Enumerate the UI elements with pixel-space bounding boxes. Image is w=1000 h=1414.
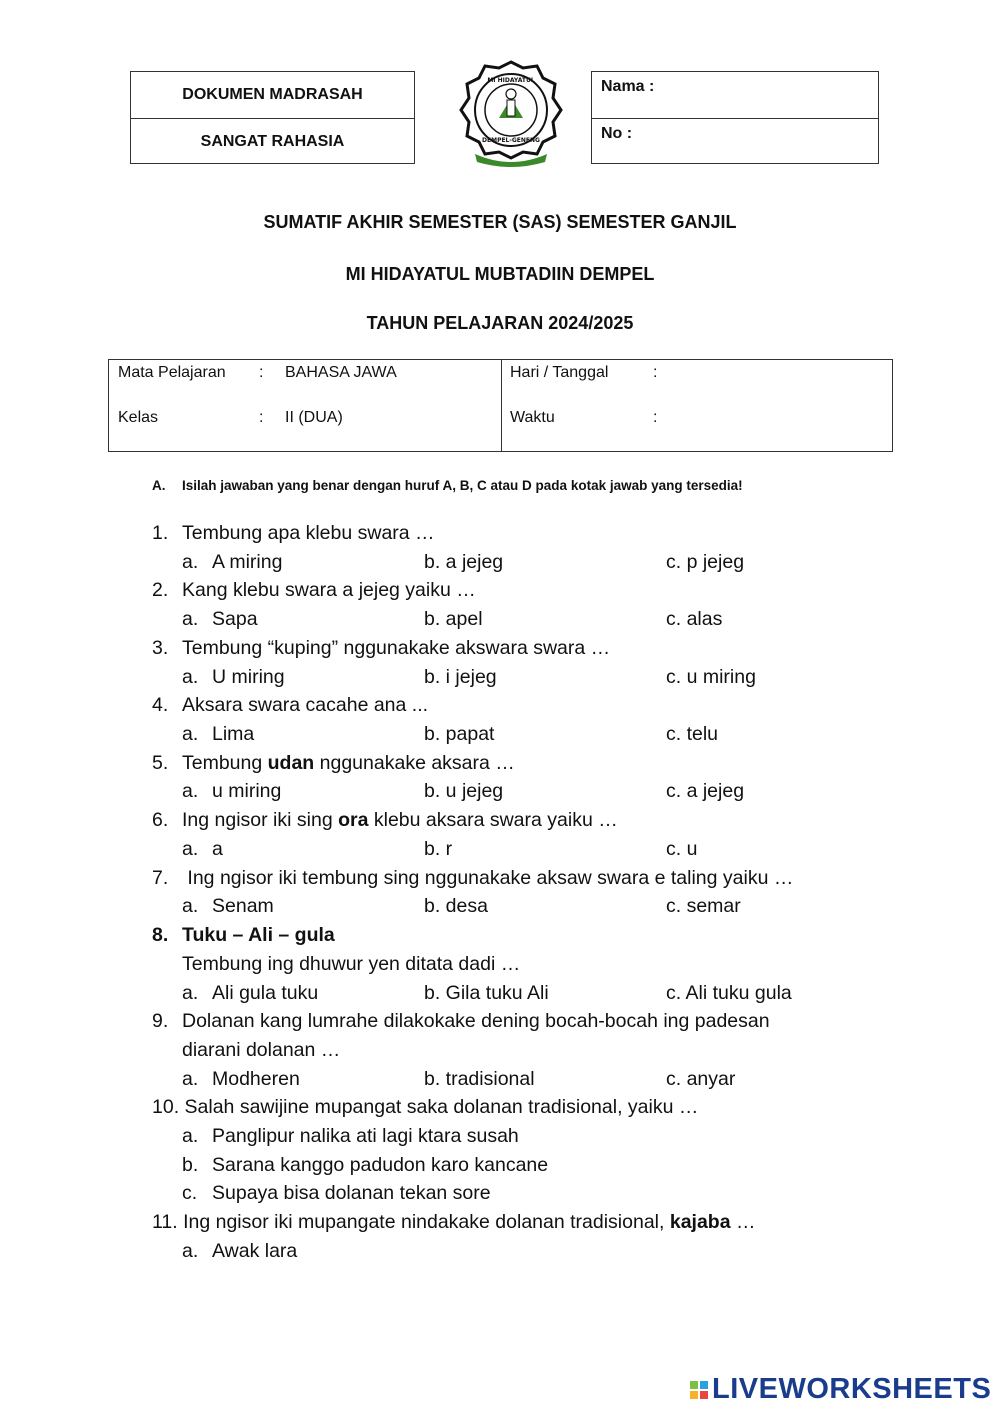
question-1: 1. Tembung apa klebu swara … (152, 522, 435, 544)
logo-top-text: MI HIDAYATUL (487, 77, 535, 84)
question-8-text: Tembung ing dhuwur yen ditata dadi … (182, 953, 521, 975)
question-2: 2. Kang klebu swara a jejeg yaiku … (152, 579, 476, 601)
confidential-label: SANGAT RAHASIA (131, 118, 414, 164)
option-c[interactable]: c. anyar (666, 1068, 736, 1090)
option-b[interactable]: b. tradisional (424, 1068, 535, 1090)
question-3: 3. Tembung “kuping” nggunakake akswara swara … (152, 637, 611, 659)
colon: : (259, 409, 264, 426)
exam-info-table (108, 359, 893, 452)
time-label: Waktu (510, 409, 555, 426)
document-label: DOKUMEN MADRASAH (182, 86, 363, 103)
question-6: 6. Ing ngisor iki sing ora klebu aksara swara yaiku … (152, 809, 618, 831)
section-label: A. (152, 478, 166, 493)
option-b[interactable]: b. a jejeg (424, 551, 504, 573)
option-a[interactable]: a. A miring (182, 551, 283, 573)
section-instruction (152, 478, 743, 493)
school-logo (455, 58, 567, 168)
option-b[interactable]: b. r (424, 838, 453, 860)
brand-name: LIVEWORKSHEETS (712, 1373, 992, 1405)
option-a[interactable]: a. Awak lara (182, 1240, 298, 1262)
question-5: 5. Tembung udan nggunakake aksara … (152, 752, 515, 774)
option-a[interactable]: a. Ali gula tuku (182, 982, 319, 1004)
instruction-text: Isilah jawaban yang benar dengan huruf A, B, C atau D pada kotak jawab yang tersedia! (182, 478, 743, 493)
brand-mark-icon (690, 1381, 708, 1399)
option-b[interactable]: b. papat (424, 723, 495, 745)
option-c[interactable]: c. u miring (666, 666, 756, 688)
name-field[interactable]: Nama : (601, 78, 655, 95)
question-10: 10. Salah sawijine mupangat saka dolanan tradisional, yaiku … (152, 1096, 699, 1118)
option-b[interactable]: b. i jejeg (424, 666, 497, 688)
option-a[interactable]: a. U miring (182, 666, 285, 688)
colon: : (259, 364, 264, 381)
option-b[interactable]: b. apel (424, 608, 483, 630)
question-7: 7. Ing ngisor iki tembung sing nggunakake aksaw swara e taling yaiku … (152, 867, 794, 889)
option-c[interactable]: c. Supaya bisa dolanan tekan sore (182, 1182, 491, 1204)
question-9: 9. Dolanan kang lumrahe dilakokake dening bocah-bocah ing padesan (152, 1010, 770, 1032)
option-a[interactable]: a. u miring (182, 780, 282, 802)
question-4: 4. Aksara swara cacahe ana ... (152, 694, 429, 716)
question-8: 8. Tuku – Ali – gula (152, 924, 335, 946)
option-c[interactable]: c. Ali tuku gula (666, 982, 792, 1004)
date-label: Hari / Tanggal (510, 364, 609, 381)
info-divider (501, 360, 502, 451)
option-b[interactable]: b. Sarana kanggo padudon karo kancane (182, 1154, 549, 1176)
question-11: 11. Ing ngisor iki mupangate nindakake dolanan tradisional, kajaba … (152, 1211, 756, 1233)
number-field[interactable]: No : (592, 118, 878, 164)
question-9-text-cont: diarani dolanan … (182, 1039, 341, 1061)
option-c[interactable]: c. alas (666, 608, 723, 630)
logo-bottom-text: DEMPEL-GENENG (482, 137, 540, 144)
document-status-box (130, 71, 415, 164)
option-a[interactable]: a. Sapa (182, 608, 258, 630)
exam-title: SUMATIF AKHIR SEMESTER (SAS) SEMESTER GANJIL (263, 212, 737, 232)
class-label: Kelas (118, 409, 159, 426)
option-c[interactable]: c. semar (666, 895, 741, 917)
option-b[interactable]: b. Gila tuku Ali (424, 982, 549, 1004)
option-c[interactable]: c. a jejeg (666, 780, 745, 802)
option-b[interactable]: b. desa (424, 895, 488, 917)
option-a[interactable]: a. a (182, 838, 223, 860)
colon: : (653, 409, 658, 426)
option-a[interactable]: a. Panglipur nalika ati lagi ktara susah (182, 1125, 519, 1147)
option-a[interactable]: a. Modheren (182, 1068, 300, 1090)
student-id-box (591, 71, 879, 164)
liveworksheets-brand (690, 1373, 991, 1406)
option-c[interactable]: c. p jejeg (666, 551, 745, 573)
option-a[interactable]: a. Lima (182, 723, 255, 745)
school-name: MI HIDAYATUL MUBTADIIN DEMPEL (345, 264, 655, 284)
option-c[interactable]: c. u (666, 838, 698, 860)
academic-year: TAHUN PELAJARAN 2024/2025 (366, 313, 634, 333)
subject-value: BAHASA JAWA (285, 364, 397, 381)
option-b[interactable]: b. u jejeg (424, 780, 504, 802)
class-value: II (DUA) (285, 409, 343, 426)
option-c[interactable]: c. telu (666, 723, 719, 745)
colon: : (653, 364, 658, 381)
option-a[interactable]: a. Senam (182, 895, 274, 917)
subject-label: Mata Pelajaran (118, 364, 226, 381)
